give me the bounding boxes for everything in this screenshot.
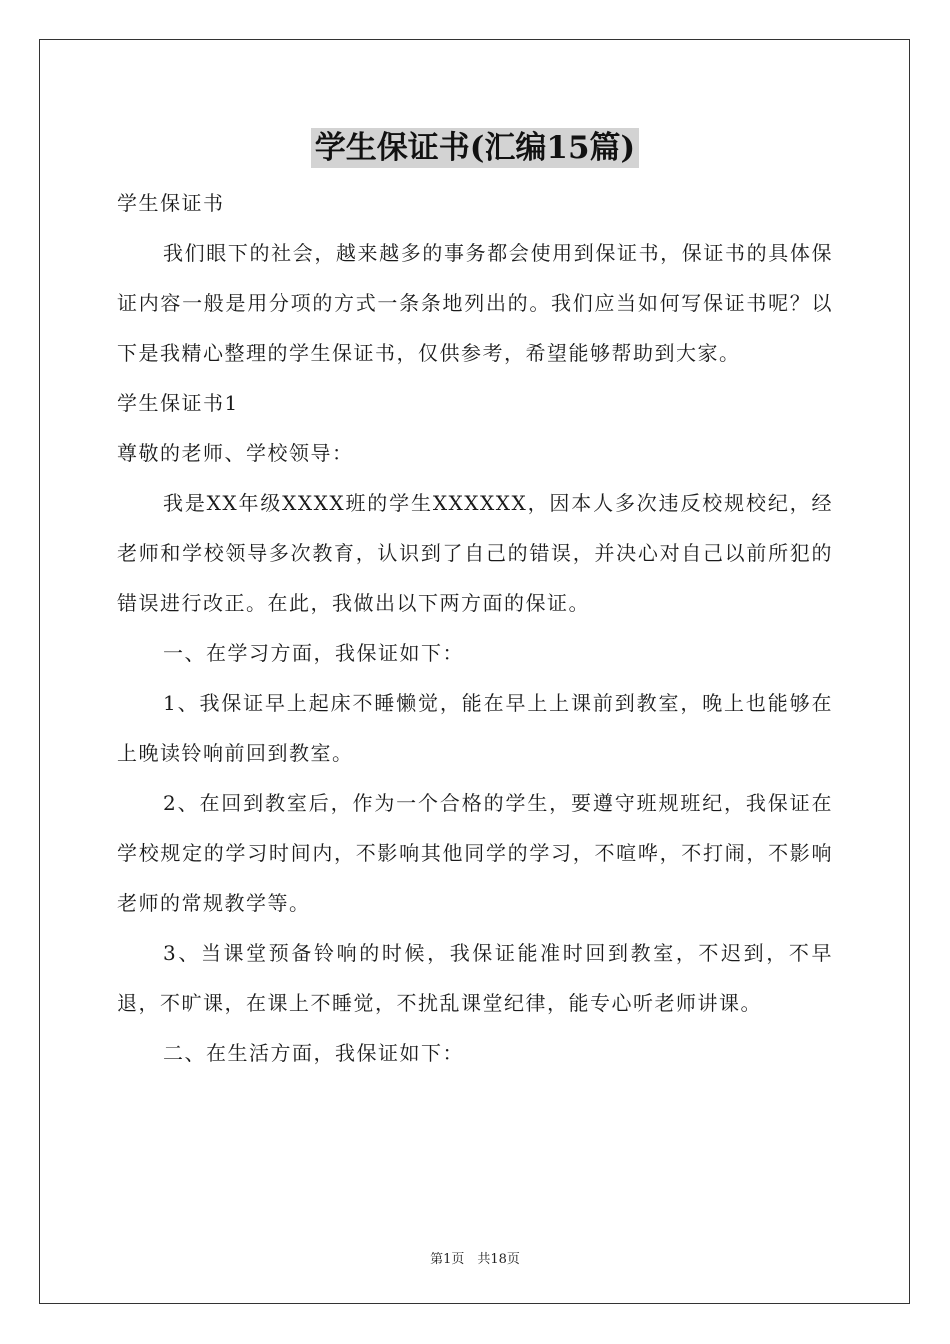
paragraph: 2、在回到教室后，作为一个合格的学生，要遵守班规班纪，我保证在学校规定的学习时间内，不影响其他同学的学习，不喧哗，不打闹，不影响老师的常规教学等。 [117,791,833,915]
paragraph: 二、在生活方面，我保证如下： [163,1041,464,1065]
salutation: 尊敬的老师、学校领导： [117,441,354,465]
page-footer [0,1248,950,1267]
paragraph: 我们眼下的社会，越来越多的事务都会使用到保证书，保证书的具体保证内容一般是用分项的方式一条条地列出的。我们应当如何写保证书呢？以下是我精心整理的学生保证书，仅供参考，希望能够帮助到大家。 [117,241,833,365]
title-area [0,128,950,168]
paragraph: 3、当课堂预备铃响的时候，我保证能准时回到教室，不迟到，不早退，不旷课，在课上不睡觉，不扰乱课堂纪律，能专心听老师讲课。 [117,941,833,1015]
paragraph: 1、我保证早上起床不睡懒觉，能在早上上课前到教室，晚上也能够在上晚读铃响前回到教室。 [117,691,833,765]
document-body [117,178,833,1078]
section-heading: 学生保证书1 [117,391,239,415]
document-title: 学生保证书(汇编15篇) [311,128,639,168]
paragraph: 我是XX年级XXXX班的学生XXXXXX，因本人多次违反校规校纪，经老师和学校领导多次教育，认识到了自己的错误，并决心对自己以前所犯的错误进行改正。在此，我做出以下两方面的保证。 [117,491,833,615]
paragraph: 学生保证书 [117,191,225,215]
page-number: 第1页 共18页 [430,1252,520,1267]
paragraph: 一、在学习方面，我保证如下： [163,641,464,665]
